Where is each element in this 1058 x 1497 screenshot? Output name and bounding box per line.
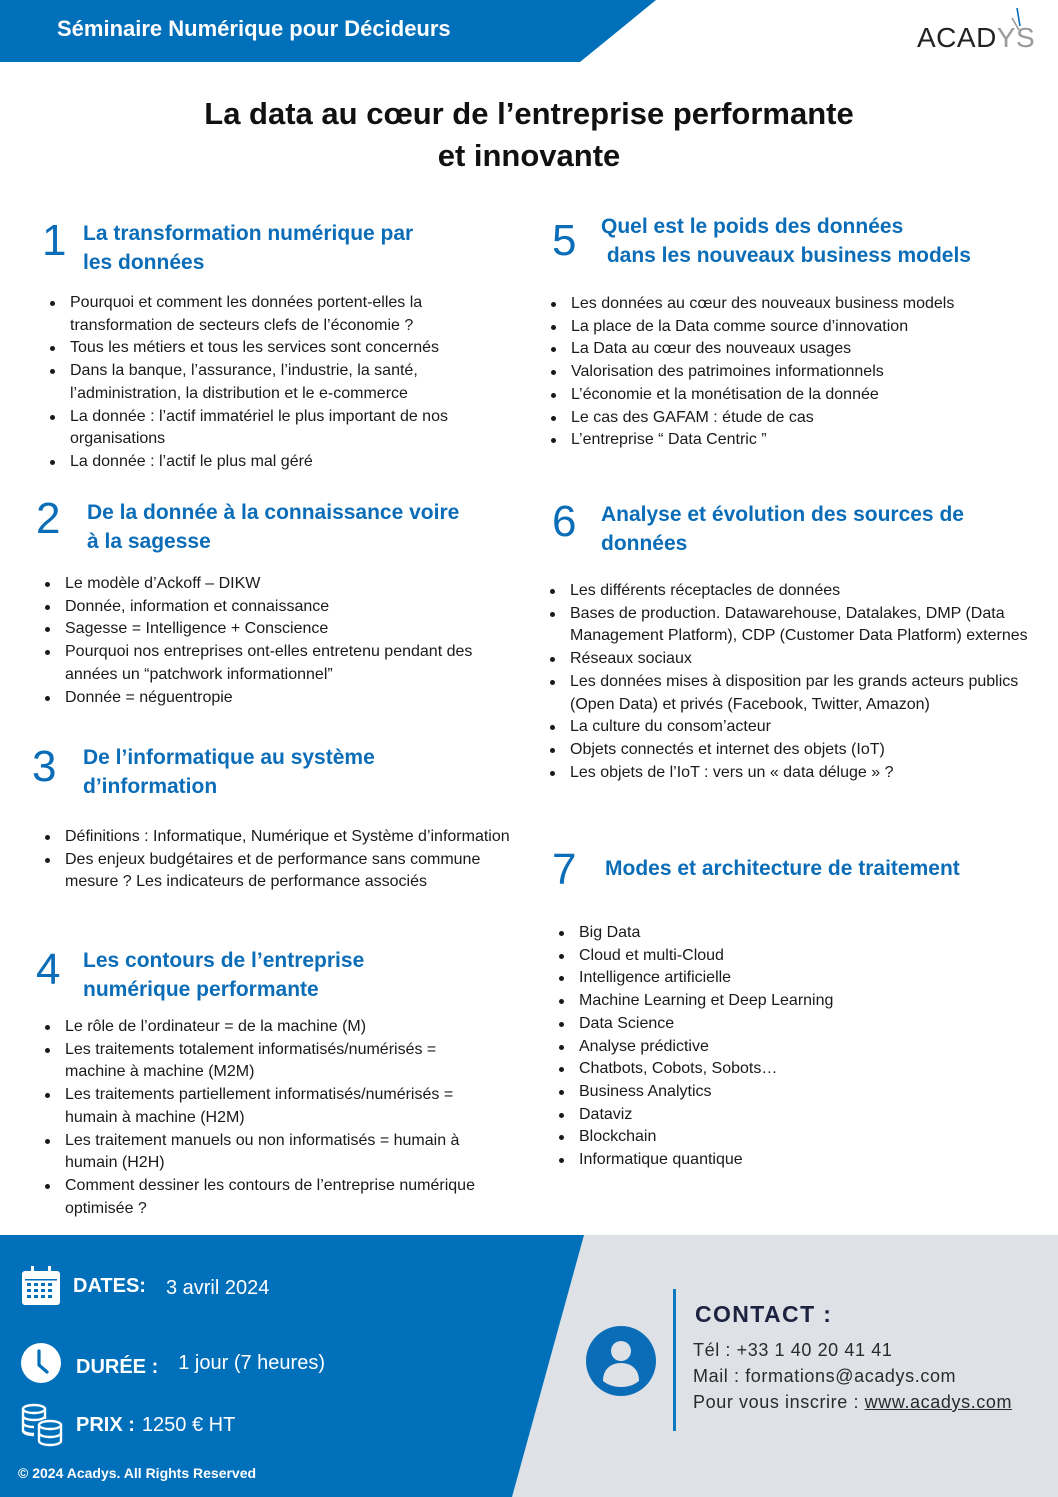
list-item: Le rôle de l’ordinateur = de la machine (M) — [41, 1016, 486, 1039]
section-bullets — [41, 826, 526, 894]
list-item: La Data au cœur des nouveaux usages — [547, 338, 1047, 361]
section-bullets — [41, 573, 526, 709]
register-link[interactable]: www.acadys.com — [864, 1392, 1013, 1412]
list-item: Définitions : Informatique, Numérique et Système d’information — [41, 826, 526, 849]
list-item: Des enjeux budgétaires et de performance sans commune mesure ? Les indicateurs de performance associés — [41, 849, 526, 894]
section-number: 3 — [32, 742, 57, 791]
list-item: Les traitement manuels ou non informatisés = humain à humain (H2H) — [41, 1130, 486, 1175]
user-avatar-icon — [585, 1325, 657, 1397]
list-item: Business Analytics — [555, 1081, 1025, 1104]
list-item: La place de la Data comme source d’innovation — [547, 316, 1047, 339]
prix-label: PRIX : — [76, 1414, 135, 1436]
logo-text: ACADYS — [917, 22, 1036, 53]
list-item: Le cas des GAFAM : étude de cas — [547, 407, 1047, 430]
acadys-logo — [915, 6, 1050, 56]
contact-title: CONTACT : — [695, 1301, 833, 1327]
section-title: La transformation numérique par les données — [83, 222, 414, 274]
header-banner-text: Séminaire Numérique pour Décideurs — [57, 16, 451, 41]
duree-label: DURÉE : — [76, 1356, 159, 1378]
contact-email: Mail : formations@acadys.com — [693, 1366, 957, 1386]
clock-icon — [20, 1342, 62, 1384]
dates-row — [20, 1265, 269, 1307]
section-number: 1 — [42, 216, 67, 265]
list-item: La donnée : l’actif immatériel le plus important de nos organisations — [46, 406, 491, 451]
coins-icon — [20, 1403, 64, 1447]
contact-divider — [673, 1289, 676, 1431]
section-title: Quel est le poids des données dans les nouveaux business models — [601, 215, 971, 267]
section-title: De l’informatique au système d’information — [83, 746, 375, 798]
page-title-line-2: et innovante — [437, 138, 621, 173]
list-item: Les données mises à disposition par les grands acteurs publics (Open Data) et privés (Facebook, Twitter, Amazon) — [546, 671, 1056, 716]
list-item: Data Science — [555, 1013, 1025, 1036]
dates-value: 3 avril 2024 — [165, 1277, 270, 1299]
list-item: Sagesse = Intelligence + Conscience — [41, 618, 526, 641]
section-number: 6 — [552, 497, 577, 546]
list-item: Le modèle d’Ackoff – DIKW — [41, 573, 526, 596]
list-item: Réseaux sociaux — [546, 648, 1056, 671]
list-item: Pourquoi nos entreprises ont-elles entretenu pendant des années un “patchwork informationnel” — [41, 641, 526, 686]
list-item: Dataviz — [555, 1104, 1025, 1127]
duree-row — [20, 1342, 325, 1384]
list-item: Les objets de l’IoT : vers un « data déluge » ? — [546, 762, 1056, 785]
list-item: La donnée : l’actif le plus mal géré — [46, 451, 491, 474]
list-item: Bases de production. Datawarehouse, Datalakes, DMP (Data Management Platform), CDP (Customer Data Platform) externes — [546, 603, 1056, 648]
section-title: Les contours de l’entreprise numérique performante — [83, 949, 365, 1001]
section-bullets — [555, 922, 1025, 1172]
dates-label: DATES: — [73, 1275, 146, 1297]
list-item: L’entreprise “ Data Centric ” — [547, 429, 1047, 452]
copyright: © 2024 Acadys. All Rights Reserved — [18, 1465, 257, 1481]
list-item: Analyse prédictive — [555, 1036, 1025, 1059]
section-number: 5 — [552, 216, 577, 265]
list-item: Machine Learning et Deep Learning — [555, 990, 1025, 1013]
list-item: Valorisation des patrimoines informationnels — [547, 361, 1047, 384]
contact-phone: Tél : +33 1 40 20 41 41 — [693, 1340, 893, 1360]
section-bullets — [547, 293, 1047, 452]
contact-register-label: Pour vous inscrire : — [693, 1392, 865, 1412]
contact-register — [693, 1391, 1012, 1413]
list-item: L’économie et la monétisation de la donnée — [547, 384, 1047, 407]
list-item: Les traitements partiellement informatisés/numérisés = humain à machine (H2M) — [41, 1084, 486, 1129]
section-title: Analyse et évolution des sources de données — [601, 503, 964, 555]
list-item: La culture du consom’acteur — [546, 716, 1056, 739]
list-item: Cloud et multi-Cloud — [555, 945, 1025, 968]
list-item: Pourquoi et comment les données portent-elles la transformation de secteurs clefs de l’économie ? — [46, 292, 491, 337]
list-item: Les données au cœur des nouveaux business models — [547, 293, 1047, 316]
section-number: 4 — [36, 945, 61, 994]
list-item: Comment dessiner les contours de l’entreprise numérique optimisée ? — [41, 1175, 486, 1220]
list-item: Intelligence artificielle — [555, 967, 1025, 990]
list-item: Blockchain — [555, 1126, 1025, 1149]
list-item: Donnée, information et connaissance — [41, 596, 526, 619]
list-item: Objets connectés et internet des objets (IoT) — [546, 739, 1056, 762]
section-title: De la donnée à la connaissance voire à la sagesse — [87, 501, 460, 553]
calendar-icon — [20, 1265, 62, 1307]
prix-value: 1250 € HT — [141, 1414, 236, 1436]
duree-value: 1 jour (7 heures) — [178, 1352, 325, 1374]
section-number: 7 — [552, 845, 577, 894]
section-bullets — [41, 1016, 486, 1220]
list-item: Les différents réceptacles de données — [546, 580, 1056, 603]
section-title: Modes et architecture de traitement — [605, 857, 960, 880]
section-number: 2 — [36, 494, 61, 543]
list-item: Informatique quantique — [555, 1149, 1025, 1172]
section-bullets — [46, 292, 491, 474]
list-item: Big Data — [555, 922, 1025, 945]
list-item: Dans la banque, l’assurance, l’industrie, la santé, l’administration, la distribution et le e-commerce — [46, 360, 491, 405]
list-item: Tous les métiers et tous les services sont concernés — [46, 337, 491, 360]
list-item: Chatbots, Cobots, Sobots… — [555, 1058, 1025, 1081]
page-title-line-1: La data au cœur de l’entreprise performante — [204, 96, 854, 131]
prix-row — [20, 1403, 235, 1447]
page-title — [0, 93, 1058, 177]
list-item: Les traitements totalement informatisés/numérisés = machine à machine (M2M) — [41, 1039, 486, 1084]
list-item: Donnée = néguentropie — [41, 687, 526, 710]
section-bullets — [546, 580, 1056, 784]
